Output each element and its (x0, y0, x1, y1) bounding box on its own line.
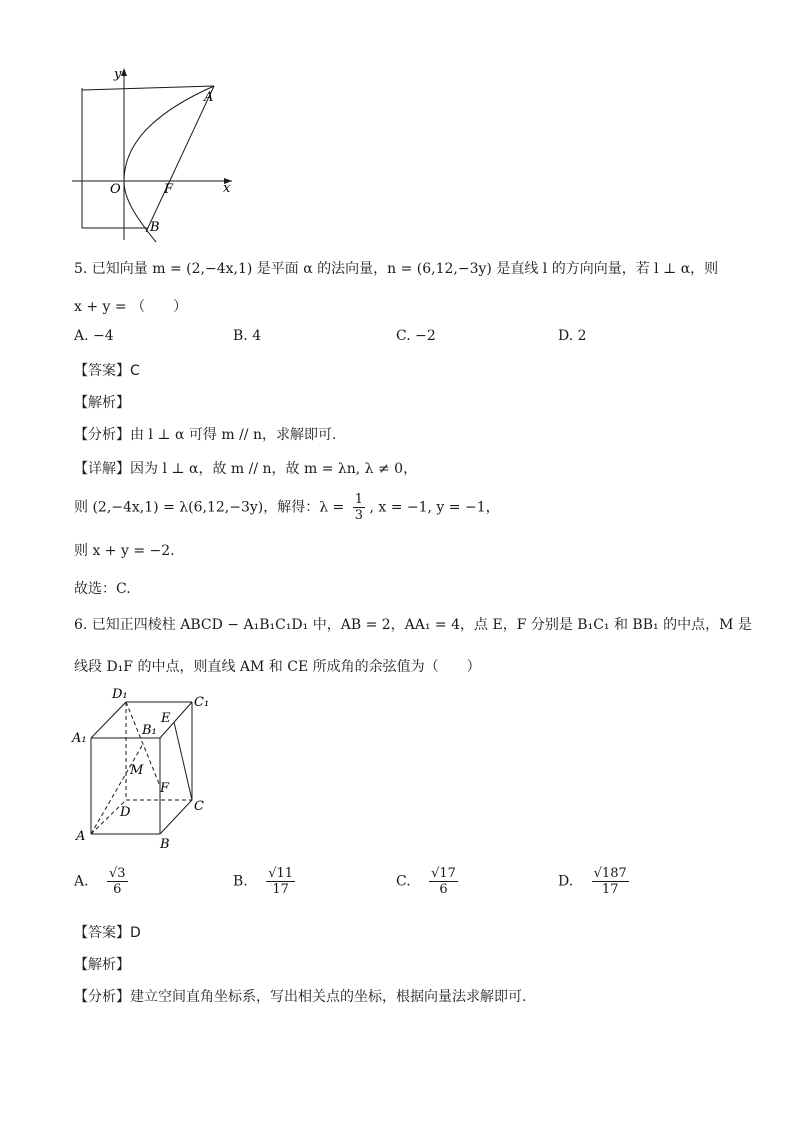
point-a-label: A (204, 90, 214, 105)
vertex-d-label: D (120, 805, 131, 820)
vertex-c-label: C (194, 799, 204, 814)
q5-option-c: C. −2 (396, 328, 436, 344)
q6-option-d-den: 17 (601, 882, 619, 897)
q6-option-a (74, 866, 128, 897)
prism-figure (70, 682, 220, 852)
vertex-a1-label: A₁ (72, 731, 87, 746)
q5-xiangjie: 【详解】因为 l ⊥ α，故 m // n，故 m = λn, λ ≠ 0， (74, 461, 418, 477)
q6-option-c-num: √17 (431, 866, 456, 881)
q6-option-b-num: √11 (268, 866, 294, 881)
q5-option-b: B. 4 (233, 328, 262, 344)
q5-step2: 则 x + y = −2. (74, 543, 175, 559)
x-axis-label: x (223, 181, 231, 196)
focus-label: F (164, 182, 174, 197)
q5-fenxi: 【分析】由 l ⊥ α 可得 m // n，求解即可. (74, 427, 337, 443)
point-e-label: E (161, 711, 171, 726)
y-axis-label: y (114, 67, 122, 82)
q6-option-d-label: D. (558, 873, 574, 890)
q6-stem-line1: 6. 已知正四棱柱 ABCD − A₁B₁C₁D₁ 中，AB = 2，AA₁ = 4，点 E，F 分别是 B₁C₁ 和 BB₁ 的中点，M 是 (74, 617, 752, 633)
parabola-figure (60, 60, 250, 245)
q5-lambda-den: 3 (354, 508, 364, 523)
q5-step1-pre: 则 (2,−4x,1) = λ(6,12,−3y)，解得：λ = (74, 499, 345, 516)
q5-stem-line1: 5. 已知向量 m = (2,−4x,1) 是平面 α 的法向量，n = (6,12,−3y) 是直线 l 的方向向量，若 l ⊥ α，则 (74, 261, 719, 277)
vertex-a-label: A (76, 829, 86, 844)
q5-option-d: D. 2 (558, 328, 587, 344)
q6-option-d-fraction (592, 866, 629, 897)
q6-option-d (558, 866, 629, 897)
q6-answer: 【答案】D (74, 925, 141, 941)
q6-option-c-fraction (429, 866, 458, 897)
q6-option-a-den: 6 (113, 882, 122, 897)
vertex-c1-label: C₁ (194, 695, 210, 710)
q6-option-b-fraction (266, 866, 295, 897)
q6-analysis-title: 【解析】 (74, 957, 130, 973)
q5-step1-post: , x = −1, y = −1， (369, 499, 500, 516)
q6-option-b (233, 866, 295, 897)
q5-lambda-fraction (353, 492, 365, 523)
vertex-b1-label: B₁ (142, 723, 157, 738)
q6-option-a-label: A. (74, 873, 89, 890)
q5-step1 (74, 492, 500, 523)
q5-choice: 故选：C. (74, 581, 131, 597)
q5-analysis-title: 【解析】 (74, 395, 130, 411)
q6-option-d-num: √187 (593, 866, 627, 881)
q5-lambda-num: 1 (354, 492, 364, 507)
q6-option-a-fraction (107, 866, 128, 897)
q6-option-c-den: 6 (439, 882, 448, 897)
q6-option-c-label: C. (396, 873, 411, 890)
q6-option-c (396, 866, 458, 897)
q6-option-b-label: B. (233, 873, 248, 890)
origin-label: O (110, 182, 121, 197)
q5-option-a: A. −4 (74, 328, 114, 344)
q5-stem-line2: x + y = （ ） (74, 299, 188, 315)
point-b-label: B (150, 220, 160, 235)
point-f-label: F (160, 781, 170, 796)
q6-fenxi: 【分析】建立空间直角坐标系，写出相关点的坐标，根据向量法求解即可. (74, 989, 527, 1005)
q6-option-b-den: 17 (272, 882, 289, 897)
vertex-b-label: B (160, 837, 170, 852)
vertex-d1-label: D₁ (112, 687, 128, 702)
q5-answer: 【答案】C (74, 363, 140, 379)
point-m-label: M (130, 763, 144, 778)
q6-option-a-num: √3 (109, 866, 126, 881)
q6-stem-line2: 线段 D₁F 的中点，则直线 AM 和 CE 所成角的余弦值为（ ） (74, 659, 481, 675)
